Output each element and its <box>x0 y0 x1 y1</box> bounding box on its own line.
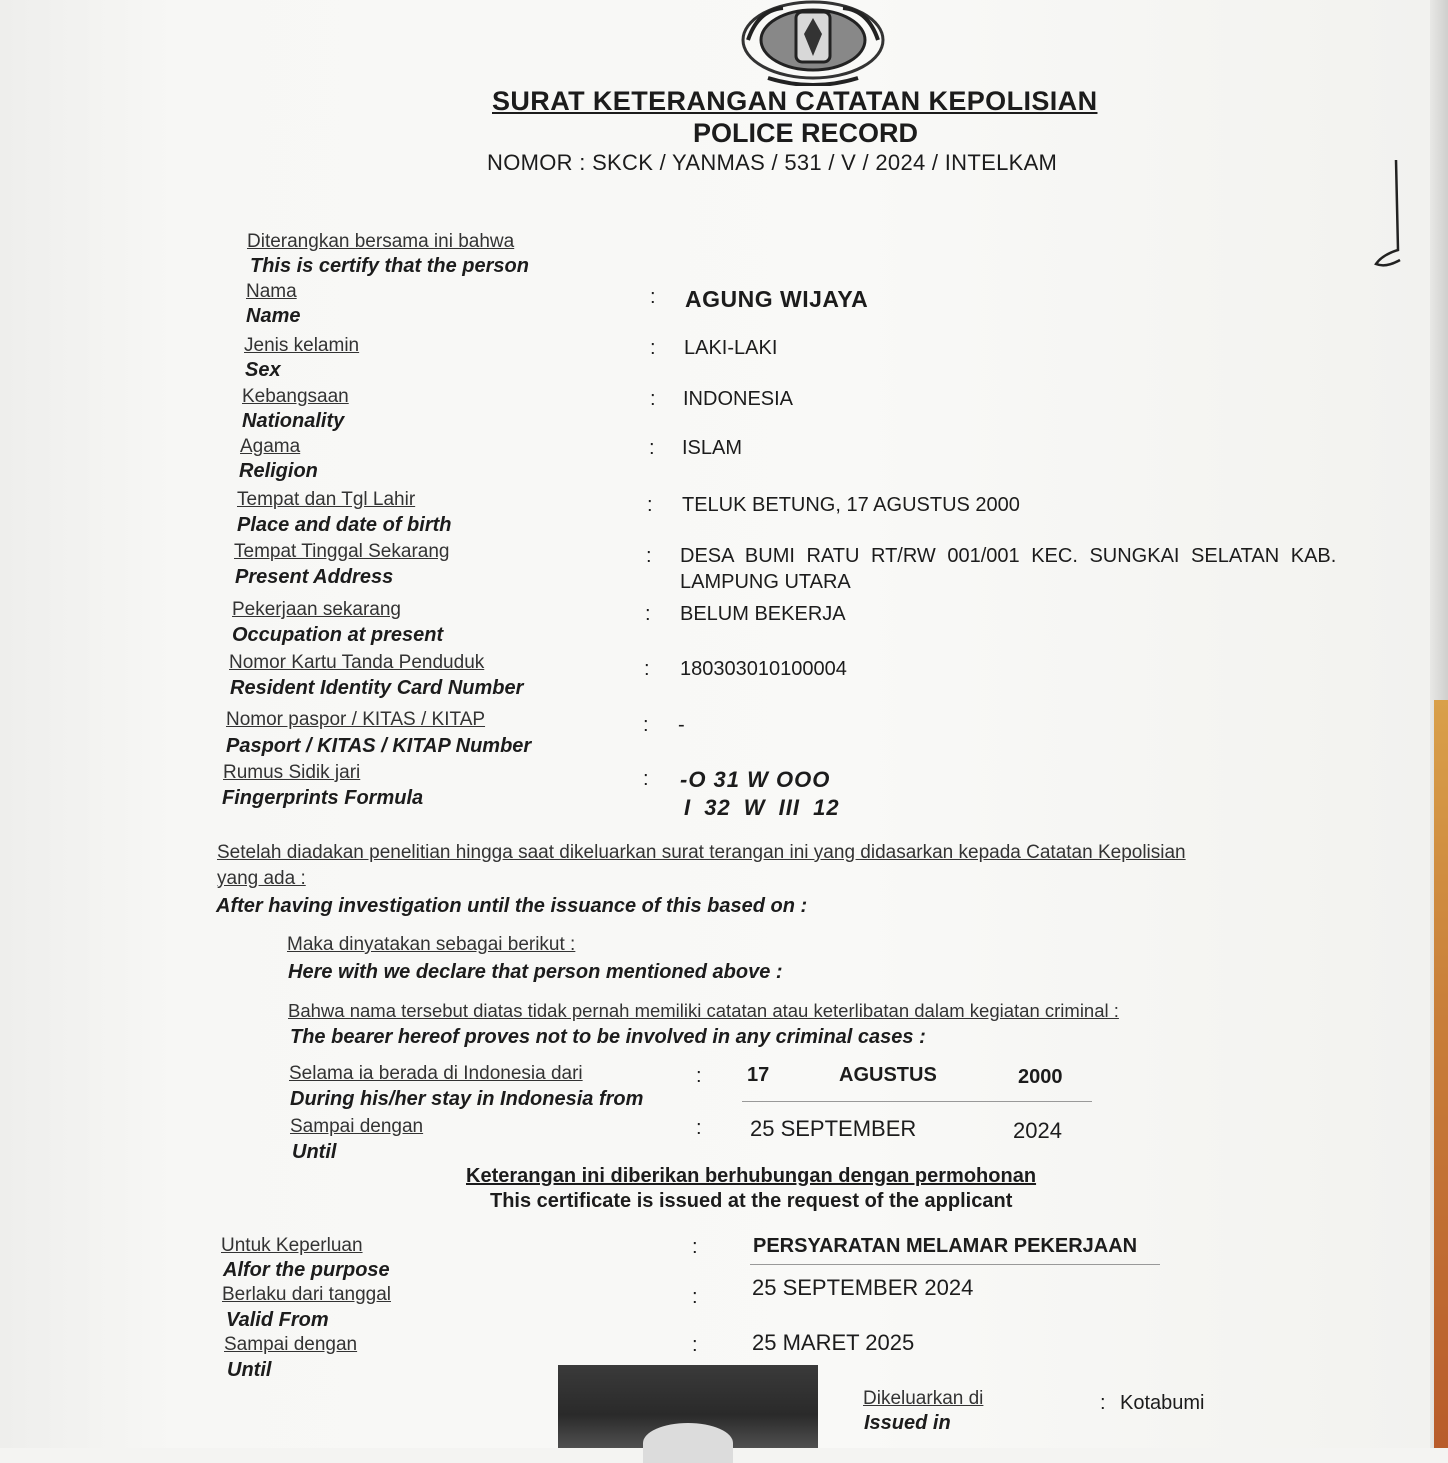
field-fingerprint-label-en: Fingerprints Formula <box>222 787 424 809</box>
investigation-id-line1: Setelah diadakan penelitian hingga saat dikeluarkan surat terangan ini yang didasarkan kepada Catatan Kepolisian <box>217 842 1186 863</box>
field-fingerprint-value: -O 31 W OOO <box>680 767 831 792</box>
field-fingerprint-value-line2: I 32 W III 12 <box>684 795 840 820</box>
stay-from-day: 17 <box>747 1064 770 1086</box>
field-occupation-value: BELUM BEKERJA <box>680 603 846 625</box>
field-sex-label-id: Jenis kelamin <box>244 335 360 356</box>
valid-from-label-id: Berlaku dari tanggal <box>222 1284 391 1305</box>
valid-from-label-en: Valid From <box>226 1309 329 1331</box>
purpose-value: PERSYARATAN MELAMAR PEKERJAAN <box>753 1235 1138 1257</box>
stay-from-month: AGUSTUS <box>839 1064 937 1086</box>
stay-from-label-en: During his/her stay in Indonesia from <box>290 1088 644 1110</box>
date-rule <box>742 1101 1092 1102</box>
field-address-label-id: Tempat Tinggal Sekarang <box>234 541 450 562</box>
colon: : <box>645 603 651 625</box>
stay-from-label-id: Selama ia berada di Indonesia dari <box>289 1063 583 1084</box>
field-sex-value: LAKI-LAKI <box>684 337 778 359</box>
field-address-value-line2: LAMPUNG UTARA <box>680 571 851 593</box>
colon: : <box>643 714 649 736</box>
colon: : <box>647 494 653 516</box>
document-subtitle: POLICE RECORD <box>693 118 919 148</box>
field-nationality-label-id: Kebangsaan <box>242 386 349 407</box>
field-religion-value: ISLAM <box>682 437 743 459</box>
criminal-en: The bearer hereof proves not to be involved in any criminal cases : <box>290 1026 926 1048</box>
document-title: SURAT KETERANGAN CATATAN KEPOLISIAN <box>492 86 1098 116</box>
colon: : <box>650 286 656 308</box>
field-ktp-label-en: Resident Identity Card Number <box>230 677 524 699</box>
colon: : <box>644 658 650 680</box>
declare-en: Here with we declare that person mentioned above : <box>288 961 783 983</box>
issued-label-en: Issued in <box>864 1412 951 1434</box>
field-birth-label-en: Place and date of birth <box>237 514 452 536</box>
pen-mark-icon <box>1372 160 1402 290</box>
investigation-en: After having investigation until the issuance of this based on : <box>216 895 808 917</box>
colon: : <box>649 437 655 459</box>
issued-value: Kotabumi <box>1120 1392 1205 1414</box>
colon: : <box>692 1334 698 1356</box>
photo-face <box>643 1423 733 1463</box>
valid-until-label-id: Sampai dengan <box>224 1334 358 1355</box>
field-nationality-value: INDONESIA <box>683 388 794 410</box>
colon: : <box>650 337 656 359</box>
field-name-value: AGUNG WIJAYA <box>685 286 869 312</box>
stay-until-label-en: Until <box>292 1141 337 1163</box>
field-birth-label-id: Tempat dan Tgl Lahir <box>237 489 416 510</box>
field-sex-label-en: Sex <box>245 359 281 381</box>
field-name-label-en: Name <box>246 305 301 327</box>
field-ktp-label-id: Nomor Kartu Tanda Penduduk <box>229 652 485 673</box>
valid-from-value: 25 SEPTEMBER 2024 <box>752 1275 974 1300</box>
field-nationality-label-en: Nationality <box>242 410 345 432</box>
purpose-label-en: Alfor the purpose <box>223 1259 390 1281</box>
field-religion-label-id: Agama <box>240 436 301 457</box>
field-passport-label-id: Nomor paspor / KITAS / KITAP <box>226 709 486 730</box>
colon: : <box>696 1117 702 1139</box>
stay-until-daymonth: 25 SEPTEMBER <box>750 1116 917 1141</box>
stay-from-year: 2000 <box>1018 1066 1063 1088</box>
background-edge <box>1434 700 1448 1448</box>
field-ktp-value: 180303010100004 <box>680 658 847 680</box>
colon: : <box>646 545 652 567</box>
colon: : <box>692 1286 698 1308</box>
issued-label-id: Dikeluarkan di <box>863 1388 984 1409</box>
purpose-label-id: Untuk Keperluan <box>221 1235 363 1256</box>
colon: : <box>692 1236 698 1258</box>
field-address-label-en: Present Address <box>235 566 394 588</box>
field-passport-value: - <box>678 714 685 736</box>
field-address-value: DESA BUMI RATU RT/RW 001/001 KEC. SUNGKAI SELATAN KAB. <box>680 545 1337 567</box>
field-name-label-id: Nama <box>246 281 297 302</box>
police-emblem-icon <box>738 0 888 86</box>
request-en: This certificate is issued at the request of the applicant <box>490 1190 1013 1212</box>
stay-until-year: 2024 <box>1013 1118 1062 1143</box>
applicant-photo <box>558 1365 818 1448</box>
date-rule <box>750 1264 1160 1265</box>
field-fingerprint-label-id: Rumus Sidik jari <box>223 762 361 783</box>
colon: : <box>643 768 649 790</box>
colon: : <box>696 1065 702 1087</box>
valid-until-value: 25 MARET 2025 <box>752 1330 915 1355</box>
document-number: NOMOR : SKCK / YANMAS / 531 / V / 2024 / INTELKAM <box>487 150 1058 175</box>
request-id: Keterangan ini diberikan berhubungan dengan permohonan <box>466 1165 1037 1187</box>
field-birth-value: TELUK BETUNG, 17 AGUSTUS 2000 <box>682 494 1020 516</box>
criminal-id: Bahwa nama tersebut diatas tidak pernah memiliki catatan atau keterlibatan dalam kegiatan criminal : <box>288 1000 1119 1021</box>
stay-until-label-id: Sampai dengan <box>290 1116 424 1137</box>
colon: : <box>650 388 656 410</box>
colon: : <box>1100 1392 1106 1414</box>
field-occupation-label-id: Pekerjaan sekarang <box>232 599 401 620</box>
intro-en: This is certify that the person <box>250 255 529 277</box>
investigation-id-line2: yang ada : <box>217 868 306 889</box>
intro-id: Diterangkan bersama ini bahwa <box>247 231 515 252</box>
field-passport-label-en: Pasport / KITAS / KITAP Number <box>226 735 532 757</box>
declare-id: Maka dinyatakan sebagai berikut : <box>287 934 576 955</box>
field-religion-label-en: Religion <box>239 460 318 482</box>
field-occupation-label-en: Occupation at present <box>232 624 444 646</box>
valid-until-label-en: Until <box>227 1359 272 1381</box>
